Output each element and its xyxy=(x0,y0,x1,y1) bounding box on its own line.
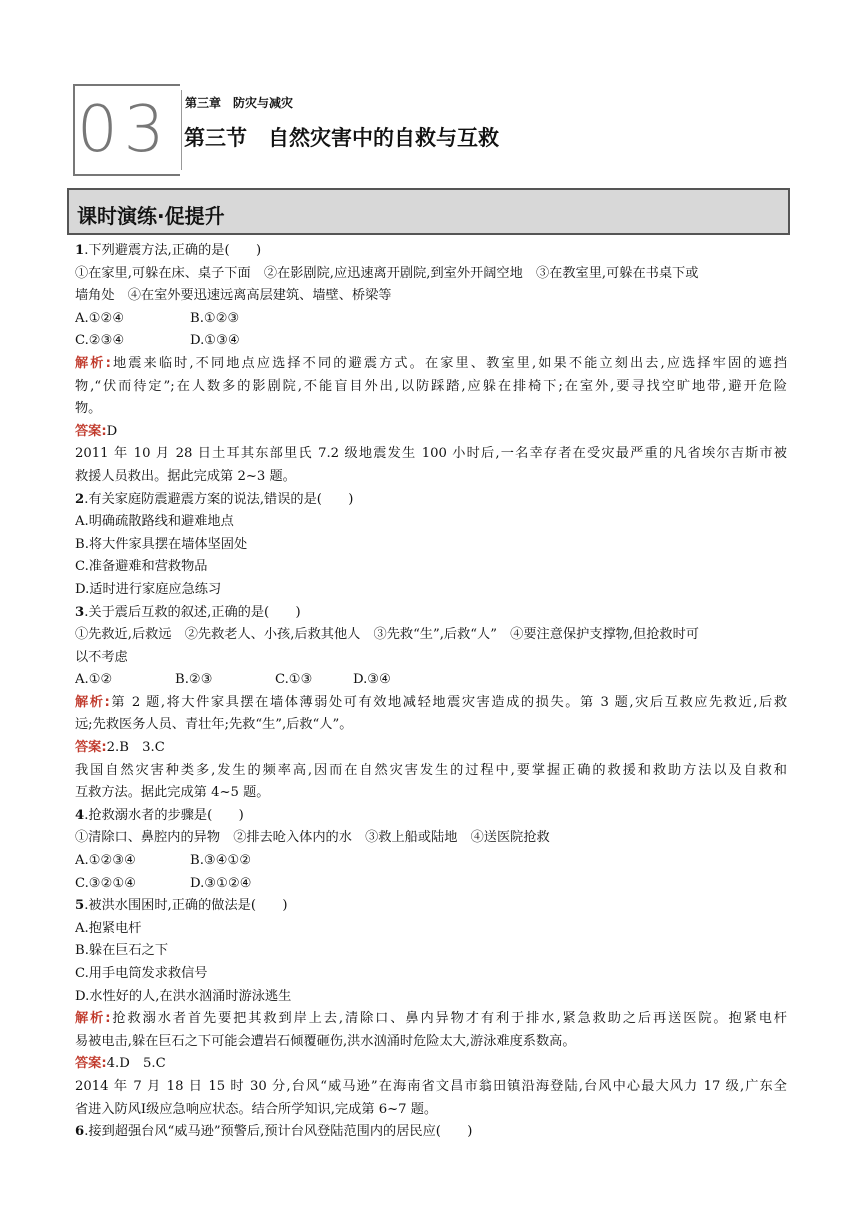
answer-1: 答案:D xyxy=(75,423,118,439)
question-1: 1.下列避震方法,正确的是( ) xyxy=(75,243,262,258)
option-d: D.水性好的人,在洪水汹涌时游泳逃生 xyxy=(75,988,292,1004)
chapter-number: 03 xyxy=(77,93,171,167)
question-6: 6.接到超强台风“威马逊”预警后,预计台风登陆范围内的居民应( ) xyxy=(75,1124,473,1140)
analysis-4-5-cont: 易被电击,躲在巨石之下可能会遭岩石倾覆砸伤,洪水汹涌时危险太大,游泳难度系数高。 xyxy=(75,1033,576,1049)
question-4-options-ab xyxy=(75,850,787,873)
option-b: B.③④①② xyxy=(190,853,252,869)
question-4: 4.抢救溺水者的步骤是( ) xyxy=(75,807,244,823)
question-1-statements: ①在家里,可躲在床、桌子下面 ②在影剧院,应迅速离开剧院,到室外开阔空地 ③在教室里,可躲在书桌下或 xyxy=(75,265,699,281)
option-c: C.③②①④ xyxy=(75,875,137,891)
question-1-options-cd xyxy=(75,330,787,353)
question-5: 5.被洪水围困时,正确的做法是( ) xyxy=(75,898,288,914)
option-c: C.准备避难和营救物品 xyxy=(75,559,208,575)
question-3-statements: ①先救近,后救远 ②先救老人、小孩,后救其他人 ③先救“生”,后救“人” ④要注意保护支撑物,但抢救时可 xyxy=(75,627,699,643)
passage-4-5: 我国自然灾害种类多,发生的频率高,因而在自然灾害发生的过程中,要掌握正确的救援和救助方法以及自救和 xyxy=(75,762,787,778)
passage-2-3-cont: 救援人员救出。据此完成第 2~3 题。 xyxy=(75,468,296,484)
passage-6-7: 2014 年 7 月 18 日 15 时 30 分,台风“威马逊”在海南省文昌市翁田镇沿海登陆,台风中心最大风力 17 级,广东全 xyxy=(75,1078,787,1094)
answer-2-3: 答案:2.B 3.C xyxy=(75,740,165,756)
option-b: B.躲在巨石之下 xyxy=(75,943,169,959)
passage-6-7-cont: 省进入防风Ⅰ级应急响应状态。结合所学知识,完成第 6~7 题。 xyxy=(75,1101,438,1117)
option-b: B.①②③ xyxy=(190,310,240,326)
question-1-statements-cont: 墙角处 ④在室外要迅速远离高层建筑、墙壁、桥梁等 xyxy=(75,288,392,304)
option-a: A.①② xyxy=(75,672,113,688)
answer-4-5: 答案:4.D 5.C xyxy=(75,1056,166,1072)
passage-4-5-cont: 互救方法。据此完成第 4~5 题。 xyxy=(75,785,270,801)
analysis-2-3-cont: 远;先救医务人员、青壮年;先救“生”,后救“人”。 xyxy=(75,717,353,733)
exercise-banner xyxy=(67,188,790,235)
analysis-1: 解析:地震来临时,不同地点应选择不同的避震方式。在家里、教室里,如果不能立刻出去,应选择牢固的遮挡 xyxy=(75,355,787,371)
analysis-2-3: 解析:第 2 题,将大件家具摆在墙体薄弱处可有效地减轻地震灾害造成的损失。第 3 题,灾后互救应先救近,后救 xyxy=(75,694,787,710)
option-b: B.将大件家具摆在墙体坚固处 xyxy=(75,536,248,552)
question-3: 3.关于震后互救的叙述,正确的是( ) xyxy=(75,604,301,620)
analysis-1-cont: 物,“伏而待定”;在人数多的影剧院,不能盲目外出,以防踩踏,应躲在排椅下;在室外,要寻找空旷地带,避开危险 xyxy=(75,378,787,394)
chapter-label: 第三章 防灾与减灾 xyxy=(185,96,294,110)
question-2: 2.有关家庭防震避震方案的说法,错误的是( ) xyxy=(75,491,354,507)
option-d: D.①③④ xyxy=(190,333,240,349)
option-d: D.③①②④ xyxy=(190,875,252,891)
option-a: A.明确疏散路线和避难地点 xyxy=(75,514,234,530)
option-b: B.②③ xyxy=(175,672,213,688)
question-3-statements-cont: 以不考虑 xyxy=(75,649,128,665)
question-4-options-cd xyxy=(75,873,787,896)
option-c: C.②③④ xyxy=(75,333,125,349)
option-a: A.①②③④ xyxy=(75,853,137,869)
option-d: D.③④ xyxy=(353,672,391,688)
analysis-4-5: 解析:抢救溺水者首先要把其救到岸上去,清除口、鼻内异物才有利于排水,紧急救助之后再送医院。抱紧电杆 xyxy=(75,1011,787,1027)
exercise-content xyxy=(75,240,787,1144)
section-title: 第三节 自然灾害中的自救与互救 xyxy=(184,126,499,150)
option-c: C.用手电筒发求救信号 xyxy=(75,966,208,981)
banner-title: 课时演练·促提升 xyxy=(77,204,225,228)
option-a: A.①②④ xyxy=(75,310,125,326)
question-4-statements: ①清除口、鼻腔内的异物 ②排去呛入体内的水 ③救上船或陆地 ④送医院抢救 xyxy=(75,830,550,846)
question-1-options-ab xyxy=(75,308,787,331)
passage-2-3: 2011 年 10 月 28 日土耳其东部里氏 7.2 级地震发生 100 小时后,一名幸存者在受灾最严重的凡省埃尔吉斯市被 xyxy=(75,446,787,462)
option-c: C.①③ xyxy=(275,672,313,688)
option-a: A.抱紧电杆 xyxy=(75,920,142,936)
question-3-options xyxy=(75,669,787,692)
analysis-1-end: 物。 xyxy=(75,401,102,417)
option-d: D.适时进行家庭应急练习 xyxy=(75,581,222,597)
